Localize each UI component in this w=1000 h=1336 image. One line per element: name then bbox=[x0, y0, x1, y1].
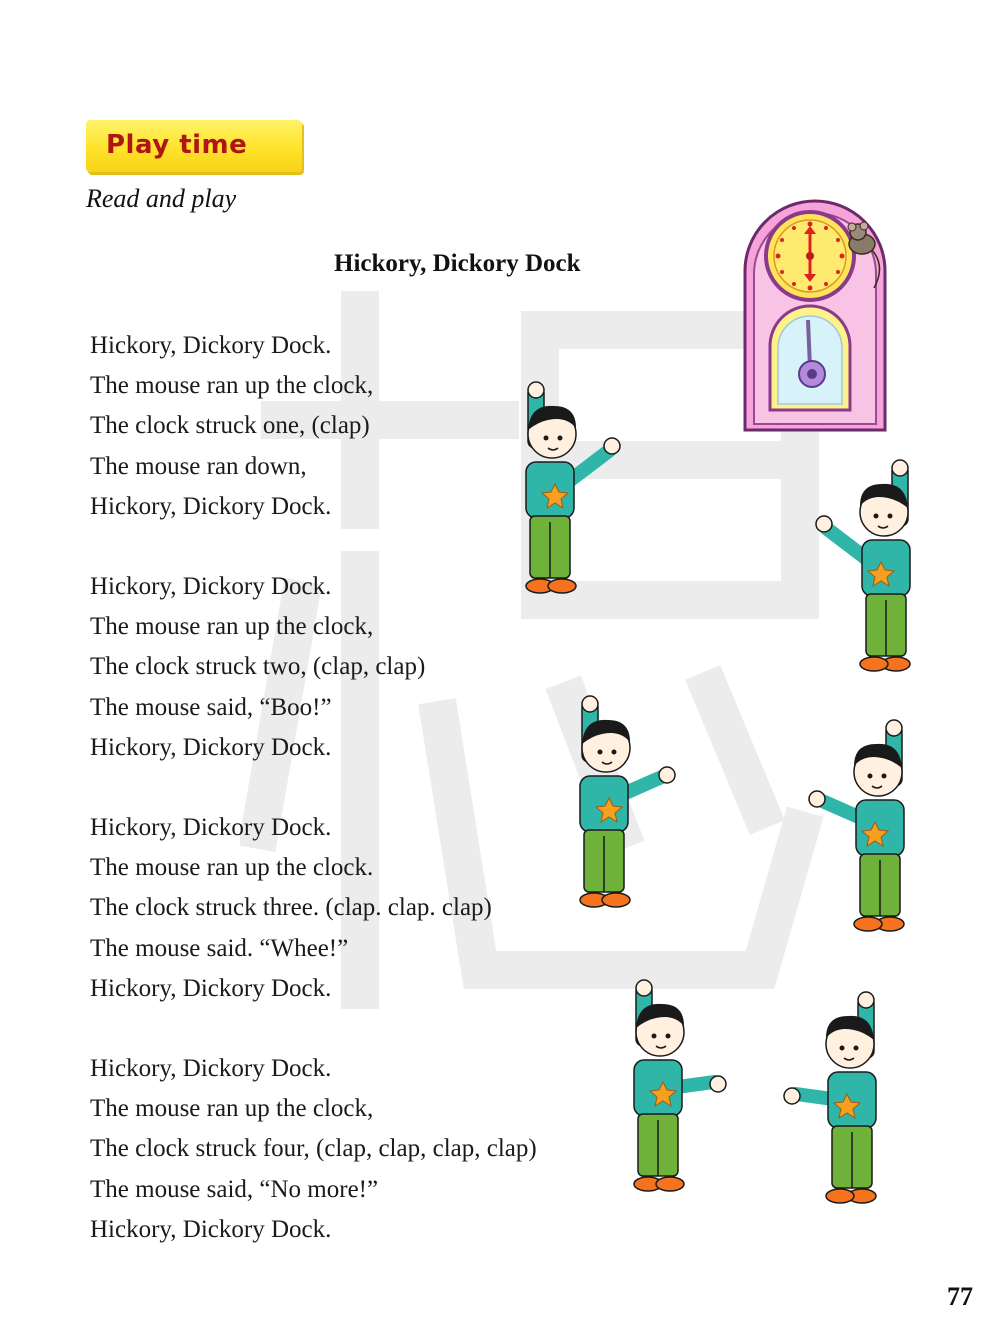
poem-line: Hickory, Dickory Dock. bbox=[90, 1055, 332, 1082]
instruction-text: Read and play bbox=[86, 184, 237, 213]
poem-line: The mouse ran up the clock. bbox=[90, 854, 374, 882]
poem-line: The mouse ran up the clock, bbox=[90, 1095, 374, 1123]
poem-line: The mouse said, “No more!” bbox=[90, 1175, 379, 1203]
page-number: 77 bbox=[947, 1282, 973, 1311]
boy-dancing-illustration bbox=[808, 458, 918, 678]
stanza-3 bbox=[90, 808, 492, 1009]
boy-dancing-illustration bbox=[802, 718, 912, 938]
poem-line: Hickory, Dickory Dock. bbox=[90, 332, 332, 359]
boy-dancing-illustration bbox=[572, 694, 682, 914]
poem-line: The mouse ran up the clock, bbox=[90, 372, 374, 400]
grandfather-clock-illustration bbox=[740, 196, 890, 434]
boy-dancing-illustration bbox=[774, 990, 884, 1210]
poem-line: Hickory, Dickory Dock. bbox=[90, 974, 332, 1002]
boy-dancing-illustration bbox=[518, 380, 628, 600]
boy-dancing-illustration bbox=[626, 978, 736, 1198]
poem-line: The clock struck one, (clap) bbox=[90, 412, 370, 440]
poem-line: The mouse said. “Whee!” bbox=[90, 934, 349, 962]
stanza-1 bbox=[90, 326, 373, 527]
play-time-banner bbox=[86, 120, 302, 172]
poem-line: Hickory, Dickory Dock. bbox=[90, 814, 332, 841]
poem-line: The clock struck four, (clap, clap, clap, clap) bbox=[90, 1135, 537, 1163]
poem-line: The mouse ran up the clock, bbox=[90, 613, 374, 641]
poem-line: Hickory, Dickory Dock. bbox=[90, 573, 332, 600]
banner-label: Play time bbox=[106, 130, 248, 160]
poem-line: Hickory, Dickory Dock. bbox=[90, 492, 332, 520]
poem-title: Hickory, Dickory Dock bbox=[334, 250, 581, 277]
poem-line: Hickory, Dickory Dock. bbox=[90, 733, 332, 761]
stanza-4 bbox=[90, 1049, 537, 1250]
poem-line: The mouse ran down, bbox=[90, 452, 307, 480]
poem-line: The mouse said, “Boo!” bbox=[90, 693, 332, 721]
poem-line: The clock struck two, (clap, clap) bbox=[90, 653, 426, 681]
stanza-2 bbox=[90, 567, 425, 768]
poem-line: The clock struck three. (clap. clap. clap) bbox=[90, 894, 492, 922]
poem-line: Hickory, Dickory Dock. bbox=[90, 1215, 332, 1243]
